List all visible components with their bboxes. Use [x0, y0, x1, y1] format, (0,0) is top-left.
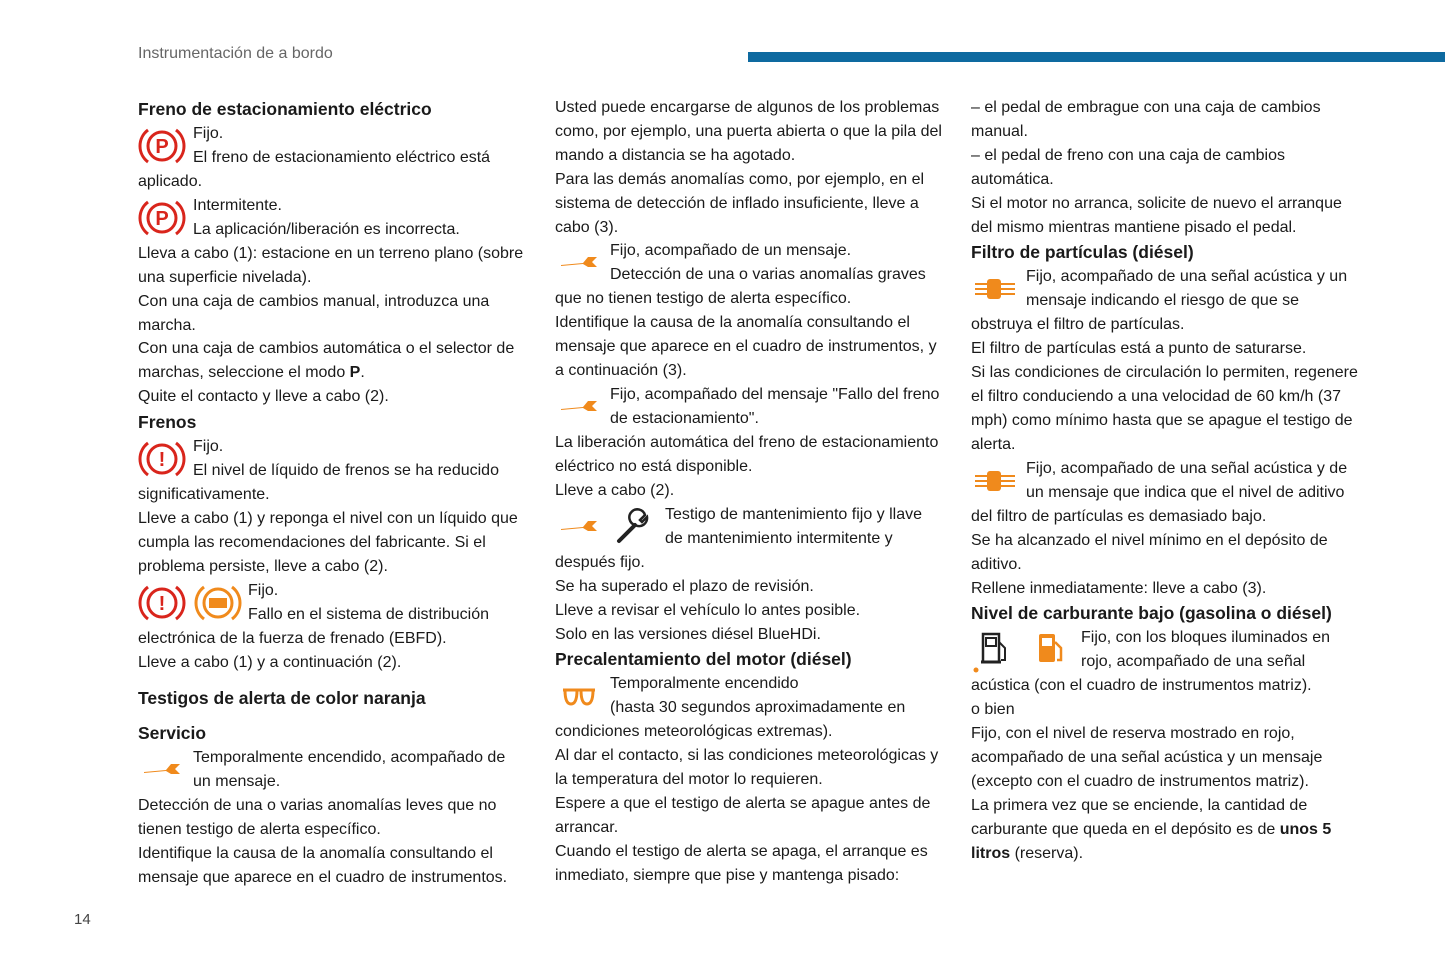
header-accent-bar — [748, 52, 1445, 62]
text: Si el motor no arranca, solicite de nuevo el arranque del mismo mientras mantiene pisado el pedal. — [971, 194, 1342, 236]
text: Espere a que el testigo de alerta se apague antes de arrancar. — [555, 795, 931, 836]
svg-text:!: ! — [158, 592, 166, 615]
particle-filter-icon — [971, 457, 1019, 505]
wrench-icon — [611, 503, 659, 551]
section-title-particle-filter: Filtro de partículas (diésel) — [971, 242, 1194, 263]
warning-service-fixed — [555, 239, 947, 287]
warning-service-temporary — [138, 746, 528, 794]
text: Lleve a cabo (1) y a continuación (2). — [138, 653, 402, 671]
text: del filtro de partículas es demasiado bajo. — [971, 507, 1267, 525]
text: Con una caja de cambios manual, introduzca una marcha. — [138, 292, 490, 334]
text: Si las condiciones de circulación lo permiten, regenere el filtro conduciendo a una velocidad de 60 km/h (37 mph) como mínimo hasta que se apague el testigo de alerta. — [971, 364, 1358, 453]
warning-particle-filter-additive — [971, 457, 1363, 505]
text: El nivel de líquido de frenos se ha reducido — [193, 461, 499, 479]
particle-filter-icon — [971, 265, 1019, 313]
text: Fijo. — [193, 124, 224, 142]
text: La liberación automática del freno de estacionamiento eléctrico no está disponible. — [555, 434, 939, 475]
text: un mensaje que indica que el nivel de aditivo — [1026, 483, 1345, 501]
warning-ebfd — [138, 579, 528, 627]
column-1 — [138, 96, 528, 890]
warning-particle-filter-clogging — [971, 265, 1363, 313]
fuel-pump-icon — [1027, 626, 1075, 674]
text: Temporalmente encendido — [610, 675, 799, 693]
text: Lleve a revisar el vehículo lo antes posible. — [555, 601, 861, 619]
section-title-preheating: Precalentamiento del motor (diésel) — [555, 649, 852, 670]
service-spanner-icon — [555, 239, 603, 287]
text: Fijo, acompañado del mensaje "Fallo del freno — [610, 386, 940, 404]
svg-text:!: ! — [158, 449, 166, 472]
text: Detección de una o varias anomalías graves — [610, 266, 926, 284]
text: Se ha superado el plazo de revisión. — [555, 577, 814, 595]
running-header: Instrumentación de a bordo — [138, 45, 333, 62]
text: Intermitente. — [193, 196, 282, 214]
warning-maintenance — [555, 503, 947, 551]
page-number: 14 — [74, 911, 91, 928]
text: Usted puede encargarse de algunos de los problemas como, por ejemplo, una puerta abierta o que la pila del mando a distancia se ha agotado. — [555, 99, 942, 164]
text: Para las demás anomalías como, por ejemplo, en el sistema de detección de inflado insuficiente, lleve a cabo (3). — [555, 170, 925, 236]
text: Al dar el contacto, si las condiciones meteorológicas y la temperatura del motor lo requieren. — [555, 747, 939, 789]
text: mensaje indicando el riesgo de que se — [1026, 292, 1300, 310]
text: Detección de una o varias anomalías leves que no tienen testigo de alerta específico. — [138, 797, 497, 839]
text: Solo en las versiones diésel BlueHDi. — [555, 625, 821, 643]
text: (hasta 30 segundos aproximadamente en — [610, 699, 906, 717]
text: acústica (con el cuadro de instrumentos matriz). — [971, 677, 1312, 695]
text: significativamente. — [138, 486, 270, 504]
text: Testigo de mantenimiento fijo y llave — [665, 505, 923, 523]
text: Fijo, con los bloques iluminados en — [1081, 629, 1331, 647]
text: de estacionamiento". — [610, 409, 759, 427]
text: El freno de estacionamiento eléctrico está — [193, 148, 491, 166]
text: condiciones meteorológicas extremas). — [555, 723, 833, 741]
text: que no tienen testigo de alerta específico. — [555, 290, 852, 308]
column-2 — [555, 96, 947, 888]
text: Fijo, acompañado de una señal acústica y un — [1026, 268, 1348, 286]
section-title-low-fuel: Nivel de carburante bajo (gasolina o diésel) — [971, 603, 1332, 624]
text: de mantenimiento intermitente y — [665, 529, 893, 547]
warning-preheating — [555, 672, 947, 720]
svg-text:P: P — [155, 135, 169, 158]
text: Fijo, con el nivel de reserva mostrado en rojo, acompañado de una señal acústica y un mensaje (excepto con el cuadro de instrumentos matriz). — [971, 725, 1323, 790]
service-spanner-icon — [555, 383, 603, 431]
text: después fijo. — [555, 553, 645, 571]
text: La primera vez que se enciende, la cantidad de carburante que queda en el depósito es de unos 5 litros (reserva). — [971, 796, 1332, 862]
brake-warning-icon — [138, 435, 186, 483]
text: obstruya el filtro de partículas. — [971, 316, 1185, 334]
text: Quite el contacto y lleve a cabo (2). — [138, 388, 389, 406]
text: Identifique la causa de la anomalía consultando el mensaje que aparece en el cuadro de instrumentos, y a continuación (3). — [555, 314, 937, 380]
text: Se ha alcanzado el nivel mínimo en el depósito de aditivo. — [971, 531, 1328, 573]
text: Cuando el testigo de alerta se apaga, el arranque es inmediato, siempre que pise y mantenga pisado: — [555, 842, 928, 884]
text: – el pedal de freno con una caja de cambios automática. — [971, 146, 1285, 188]
text: electrónica de la fuerza de frenado (EBFD). — [138, 629, 447, 647]
glow-plug-icon — [555, 672, 603, 720]
text: La aplicación/liberación es incorrecta. — [193, 220, 460, 238]
text: Fallo en el sistema de distribución — [248, 605, 490, 623]
text: rojo, acompañado de una señal — [1081, 653, 1306, 671]
text: El filtro de partículas está a punto de saturarse. — [971, 340, 1307, 358]
service-spanner-icon — [555, 503, 603, 551]
service-spanner-icon — [138, 746, 186, 794]
section-title-service: Servicio — [138, 723, 207, 744]
text: Fijo, acompañado de una señal acústica y de — [1026, 459, 1348, 477]
text: Fijo, acompañado de un mensaje. — [610, 242, 852, 260]
warning-parking-brake-flashing — [138, 194, 528, 242]
text: – el pedal de embrague con una caja de cambios manual. — [971, 99, 1321, 140]
text: Fijo. — [193, 438, 224, 456]
text: Con una caja de cambios automática o el selector de marchas, seleccione el modo P. — [138, 340, 515, 382]
text: Fijo. — [248, 581, 279, 599]
text: un mensaje. — [193, 773, 281, 791]
text: Lleve a cabo (1) y reponga el nivel con un líquido que cumpla las recomendaciones del fabricante. Si el problema persiste, lleve a cabo (2). — [138, 509, 518, 575]
warning-low-fuel — [971, 626, 1363, 674]
text: Lleva a cabo (1): estacione en un terreno plano (sobre una superficie nivelada). — [138, 244, 524, 286]
text: Rellene inmediatamente: lleve a cabo (3). — [971, 579, 1267, 597]
text: Identifique la causa de la anomalía consultando el mensaje que aparece en el cuadro de instrumentos. — [138, 845, 508, 887]
parking-brake-icon — [138, 122, 186, 170]
abs-icon — [194, 579, 242, 627]
text: o bien — [971, 701, 1015, 719]
text: Lleve a cabo (2). — [555, 481, 675, 499]
parking-brake-icon — [138, 194, 186, 242]
warning-parking-brake-fixed — [138, 122, 528, 170]
warning-parking-brake-fault — [555, 383, 947, 431]
section-title-parking-brake: Freno de estacionamiento eléctrico — [138, 99, 432, 119]
section-title-orange-warnings: Testigos de alerta de color naranja — [138, 687, 426, 708]
brake-warning-icon — [138, 579, 186, 627]
text: Temporalmente encendido, acompañado de — [193, 749, 506, 767]
fuel-pump-matrix-icon — [971, 626, 1019, 674]
text: aplicado. — [138, 172, 203, 190]
svg-text:P: P — [155, 207, 169, 230]
section-title-brakes: Frenos — [138, 412, 197, 433]
column-3 — [971, 96, 1363, 866]
warning-brake-fluid — [138, 435, 528, 483]
